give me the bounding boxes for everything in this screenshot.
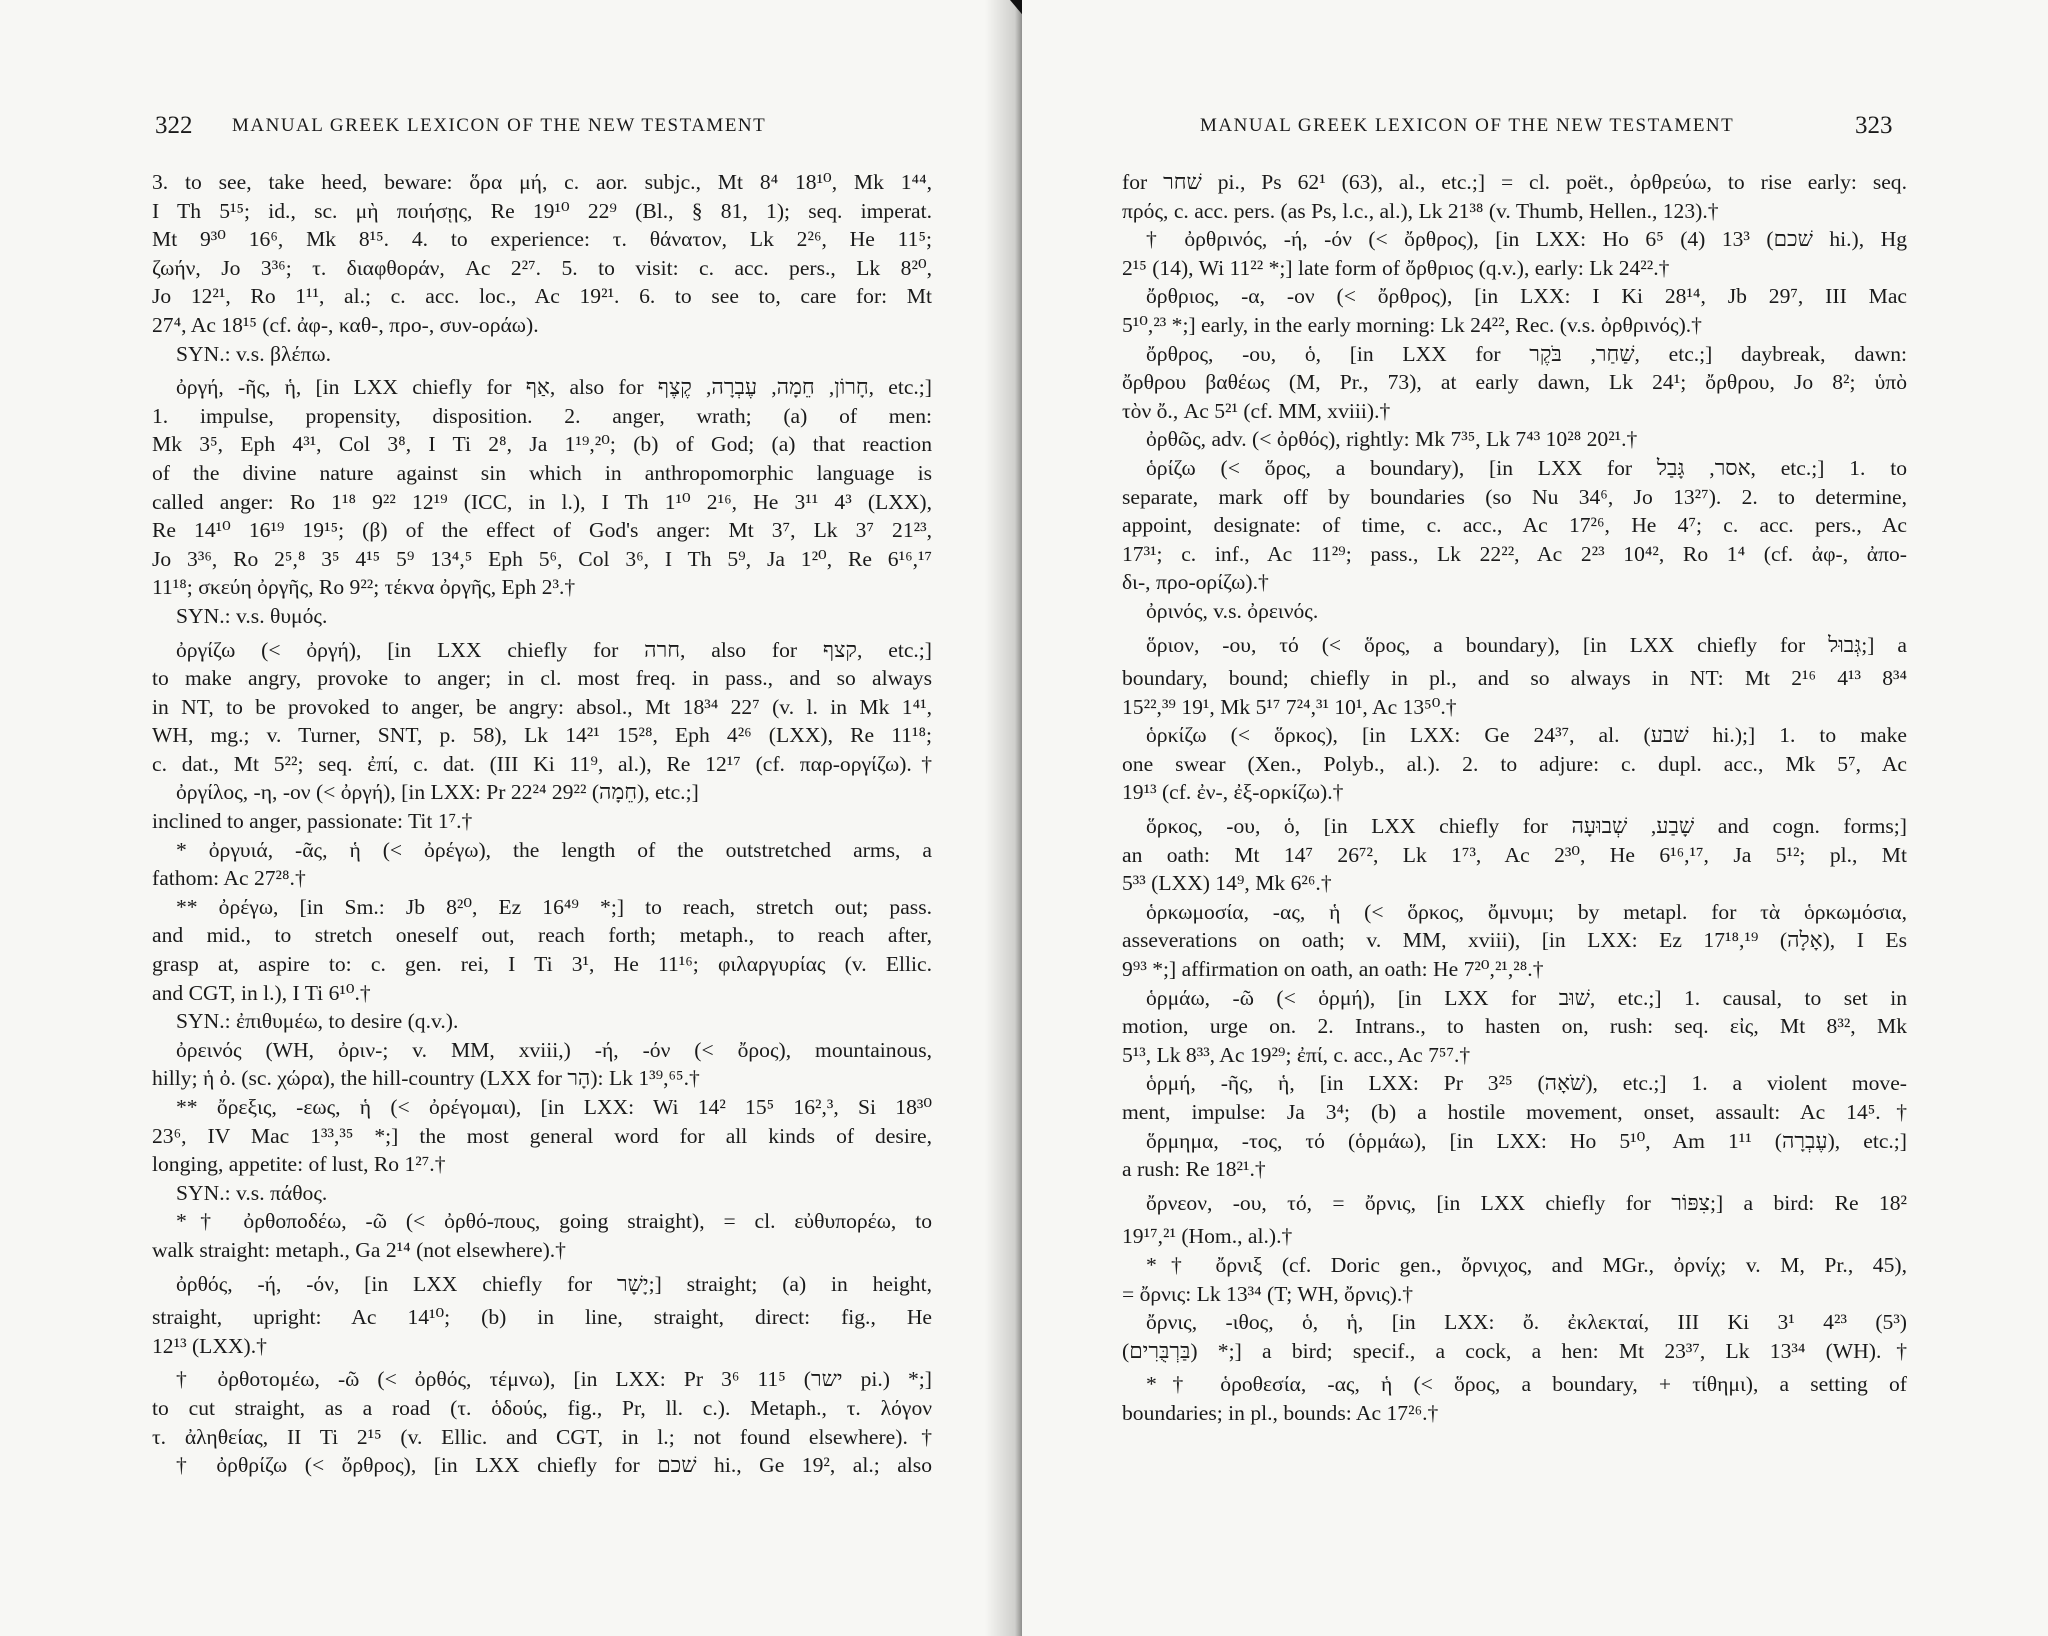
text-line: SYN.: v.s. πάθος. (176, 1180, 328, 1205)
text-line: ὄρνις, -ιθος, ὁ, ἡ, [in LXX: ὄ. ἐκλεκταί, III Ki 3¹ 4²³ (5³) (1146, 1310, 1907, 1335)
page-number: 323 (1855, 112, 1893, 139)
text-line: Mk 3⁵, Eph 4³¹, Col 3⁸, I Ti 2⁸, Ja 1¹⁹,²⁰; (b) of God; (a) that reaction (152, 432, 932, 457)
text-line: 9⁹³ *;] affirmation on oath, an oath: He 7²⁰,²¹,²⁸.† (1122, 957, 1544, 982)
right-page (1022, 0, 2048, 1636)
text-line: ὁρκωμοσία, -ας, ἡ (< ὅρκος, ὄμνυμι; by metapl. for τὰ ὁρκωμόσια, (1146, 899, 1907, 924)
text-line: = ὄρνις: Lk 13³⁴ (T; WH, ὄρνις).† (1122, 1281, 1414, 1306)
text-line: ὁρμάω, -ῶ (< ὁρμή), [in LXX for שׁוּב, etc.;] 1. causal, to set in (1146, 985, 1907, 1010)
text-line: 12¹³ (LXX).† (152, 1333, 267, 1358)
right-page-body (1122, 168, 1907, 1428)
text-line: fathom: Ac 27²⁸.† (152, 866, 306, 891)
right-page-header (1022, 112, 2048, 142)
text-line: τὸν ὄ., Ac 5²¹ (cf. MM, xviii).† (1122, 398, 1391, 423)
text-line: separate, mark off by boundaries (so Nu 34⁶, Jo 13²⁷). 2. to determine, (1122, 484, 1907, 509)
text-line: c. dat., Mt 5²²; seq. ἐπί, c. dat. (III Ki 11⁹, al.), Re 12¹⁷ (cf. παρ-οργίζω).† (152, 751, 932, 776)
text-line: 1. impulse, propensity, disposition. 2. anger, wrath; (a) of men: (152, 403, 932, 428)
text-line: 5³³ (LXX) 14⁹, Mk 6²⁶.† (1122, 871, 1332, 896)
text-line: ὄρθριος, -α, -ον (< ὄρθρος), [in LXX: I Ki 28¹⁴, Jb 29⁷, III Mac (1146, 284, 1907, 309)
left-page-body (152, 168, 932, 1480)
text-line: an oath: Mt 14⁷ 26⁷², Lk 1⁷³, Ac 2³⁰, He 6¹⁶,¹⁷, Ja 5¹²; pl., Mt (1122, 842, 1907, 867)
text-line: 19¹³ (cf. ἐν-, ἐξ-ορκίζω).† (1122, 780, 1344, 805)
text-line: 27⁴, Ac 18¹⁵ (cf. ἀφ-, καθ-, προ-, συν-οράω). (152, 312, 539, 337)
text-line: inclined to anger, passionate: Tit 1⁷.† (152, 809, 473, 834)
text-line: and CGT, in l.), I Ti 6¹⁰.† (152, 980, 371, 1005)
text-line: ὀρινός, v.s. ὀρεινός. (1146, 598, 1319, 623)
text-line: ** ὀρέγω, [in Sm.: Jb 8²⁰, Ez 16⁴⁹ *;] to reach, stretch out; pass. (176, 894, 932, 919)
text-line: † ὀρθοτομέω, -ῶ (< ὀρθός, τέμνω), [in LXX: Pr 3⁶ 11⁵ (ישר pi.) *;] (176, 1367, 932, 1392)
text-line: appoint, designate: of time, c. acc., Ac 17²⁶, He 4⁷; c. acc. pers., Ac (1122, 513, 1907, 538)
text-line: ὄρθρος, -ου, ὁ, [in LXX for שַׁחַר, בֹּקֶר, etc.;] daybreak, dawn: (1146, 341, 1907, 366)
text-line: † ὀρθρίζω (< ὄρθρος), [in LXX chiefly for שׁכם hi., Ge 19², al.; also (176, 1453, 932, 1478)
text-line: motion, urge on. 2. Intrans., to hasten on, rush: seq. εἰς, Mt 8³², Mk (1122, 1014, 1907, 1039)
text-line: ment, impulse: Ja 3⁴; (b) a hostile movement, onset, assault: Ac 14⁵.† (1122, 1100, 1907, 1124)
text-line: 3. to see, take heed, beware: ὅρα μή, c. aor. subjc., Mt 8⁴ 18¹⁰, Mk 1⁴⁴, (152, 170, 932, 194)
text-line: πρός, c. acc. pers. (as Ps, l.c., al.), Lk 21³⁸ (v. Thumb, Hellen., 123).† (1122, 198, 1719, 223)
text-line: called anger: Ro 1¹⁸ 9²² 12¹⁹ (ICC, in l.), I Th 1¹⁰ 2¹⁶, He 3¹¹ 4³ (LXX), (152, 489, 932, 514)
text-line: (בַּרְבֻּרִים) *;] a bird; specif., a cock, a hen: Mt 23³⁷, Lk 13³⁴ (WH).† (1122, 1338, 1907, 1363)
text-line: ὄρθρου βαθέως (M, Pr., 73), at early dawn, Lk 24¹; ὄρθρου, Jo 8²; ὑπὸ (1122, 370, 1907, 395)
running-title: MANUAL GREEK LEXICON OF THE NEW TESTAMENT (1200, 115, 1735, 136)
text-line: 5¹⁰,²³ *;] early, in the early morning: Lk 24²², Rec. (v.s. ὀρθρινός).† (1122, 312, 1702, 337)
text-line: 17³¹; c. inf., Ac 11²⁹; pass., Lk 22²², Ac 2²³ 10⁴², Ro 1⁴ (cf. ἀφ-, ἀπο- (1122, 541, 1907, 566)
text-line: asseverations on oath; v. MM, xviii), [in LXX: Ez 17¹⁸,¹⁹ (אָלָה), I Es (1122, 928, 1907, 953)
text-line: 2¹⁵ (14), Wi 11²² *;] late form of ὄρθριος (q.v.), early: Lk 24²².† (1122, 255, 1670, 280)
text-line: straight, upright: Ac 14¹⁰; (b) in line, straight, direct: fig., He (152, 1305, 932, 1330)
text-line: ὅρκος, -ου, ὁ, [in LXX chiefly for שָׁבַע, שְׁבוּעָה and cogn. forms;] (1146, 814, 1907, 839)
text-line: 19¹⁷,²¹ (Hom., al.).† (1122, 1224, 1293, 1249)
text-line: ὀρθῶς, adv. (< ὀρθός), rightly: Mk 7³⁵, Lk 7⁴³ 10²⁸ 20²¹.† (1146, 427, 1638, 452)
page-number: 322 (155, 112, 193, 139)
text-line: 11¹⁸; σκεύη ὀργῆς, Ro 9²²; τέκνα ὀργῆς, Eph 2³.† (152, 575, 576, 600)
text-line: ὀρθός, -ή, -όν, [in LXX chiefly for יָשָׁר;] straight; (a) in height, (176, 1271, 932, 1296)
text-line: and mid., to stretch oneself out, reach forth; metaph., to reach after, (152, 923, 932, 948)
text-line: ὀργίλος, -η, -ον (< ὀργή), [in LXX: Pr 22²⁴ 29²² (חֵמָה), etc.;] (176, 780, 699, 805)
text-line: ὁρμή, -ῆς, ἡ, [in LXX: Pr 3²⁵ (שֹׁאָה), etc.;] 1. a violent move- (1146, 1071, 1907, 1096)
text-line: * ὀργυιά, -ᾶς, ἡ (< ὀρέγω), the length of the outstretched arms, a (176, 837, 932, 862)
text-line: ὀργή, -ῆς, ἡ, [in LXX chiefly for אַף, also for חָרוֹן, חֵמָה, עֶבְרָה, קֶצֶף, etc.;] (176, 375, 932, 400)
text-line: ὅρμημα, -τος, τό (ὁρμάω), [in LXX: Ho 5¹⁰, Am 1¹¹ (עֶבְרָה), etc.;] (1146, 1128, 1907, 1153)
text-line: 15²²,³⁹ 19¹, Mk 5¹⁷ 7²⁴,³¹ 10¹, Ac 13⁵⁰.† (1122, 694, 1457, 719)
text-line: 23⁶, IV Mac 1³³,³⁵ *;] the most general word for all kinds of desire, (152, 1123, 932, 1148)
text-line: δι-, προ-ορίζω).† (1122, 570, 1269, 595)
text-line: for שׁחר pi., Ps 62¹ (63), al., etc.;] = cl. poët., ὀρθρεύω, to rise early: seq. (1122, 170, 1907, 194)
text-line: *† ὀρθοποδέω, -ῶ (< ὀρθό-πους, going straight), = cl. εὐθυπορέω, to (176, 1209, 932, 1234)
text-line: ὁρκίζω (< ὅρκος), [in LXX: Ge 24³⁷, al. (שׁבע hi.);] 1. to make (1146, 723, 1907, 748)
text-line: boundaries; in pl., bounds: Ac 17²⁶.† (1122, 1400, 1439, 1425)
text-line: in NT, to be provoked to anger, be angry: absol., Mt 18³⁴ 22⁷ (v. l. in Mk 1⁴¹, (152, 694, 932, 719)
text-line: one swear (Xen., Polyb., al.). 2. to adjure: c. dupl. acc., Mk 5⁷, Ac (1122, 751, 1907, 776)
text-line: *† ὄρνιξ (cf. Doric gen., ὄρνιχος, and MGr., ὀρνίχ; v. M, Pr., 45), (1146, 1252, 1907, 1277)
text-line: Jo 12²¹, Ro 1¹¹, al.; c. acc. loc., Ac 19²¹. 6. to see to, care for: Mt (152, 284, 932, 309)
text-line: longing, appetite: of lust, Ro 1²⁷.† (152, 1152, 446, 1177)
running-title: MANUAL GREEK LEXICON OF THE NEW TESTAMENT (232, 115, 767, 136)
text-line: to make angry, provoke to anger; in cl. most freq. in pass., and so always (152, 666, 932, 691)
text-line: to cut straight, as a road (τ. ὁδούς, fig., Pr, ll. c.). Metaph., τ. λόγον (152, 1395, 932, 1420)
text-line: of the divine nature against sin which in anthropomorphic language is (152, 460, 932, 485)
left-page-header (0, 112, 1020, 142)
text-line: † ὀρθρινός, -ή, -όν (< ὄρθρος), [in LXX: Ho 6⁵ (4) 13³ (שׁכם hi.), Hg (1146, 227, 1907, 252)
text-line: ὅριον, -ου, τό (< ὅρος, a boundary), [in LXX chiefly for גְּבוּל;] a (1146, 632, 1907, 657)
text-line: Re 14¹⁰ 16¹⁹ 19¹⁵; (β) of the effect of God's anger: Mt 3⁷, Lk 3⁷ 21²³, (152, 518, 932, 543)
text-line: ** ὄρεξις, -εως, ἡ (< ὀρέγομαι), [in LXX: Wi 14² 15⁵ 16²,³, Si 18³⁰ (176, 1095, 932, 1119)
text-line: boundary, bound; chiefly in pl., and so always in NT: Mt 2¹⁶ 4¹³ 8³⁴ (1122, 666, 1907, 691)
text-line: ὄρνεον, -ου, τό, = ὄρνις, [in LXX chiefly for צִפּוֹר;] a bird: Re 18² (1146, 1190, 1907, 1215)
text-line: τ. ἀληθείας, II Ti 2¹⁵ (v. Ellic. and CGT, in l.; not found elsewhere).† (152, 1424, 932, 1449)
text-line: ζωήν, Jo 3³⁶; τ. διαφθοράν, Ac 2²⁷. 5. to visit: c. acc. pers., Lk 8²⁰, (152, 255, 932, 280)
text-line: SYN.: v.s. θυμός. (176, 603, 328, 628)
text-line: SYN.: v.s. βλέπω. (176, 341, 332, 366)
text-line: ὁρίζω (< ὅρος, a boundary), [in LXX for אסר, גָּבַל, etc.;] 1. to (1146, 455, 1907, 480)
text-line: a rush: Re 18²¹.† (1122, 1157, 1266, 1182)
text-line: grasp at, aspire to: c. gen. rei, I Ti 3¹, He 11¹⁶; φιλαργυρίας (v. Ellic. (152, 952, 932, 977)
text-line: hilly; ἡ ὀ. (sc. χώρα), the hill-country (LXX for הָר): Lk 1³⁹,⁶⁵.† (152, 1066, 700, 1091)
text-line: 5¹³, Lk 8³³, Ac 19²⁹; ἐπί, c. acc., Ac 7⁵⁷.† (1122, 1042, 1471, 1067)
left-page (0, 0, 1020, 1636)
text-line: WH, mg.; v. Turner, SNT, p. 58), Lk 14²¹ 15²⁸, Eph 4²⁶ (LXX), Re 11¹⁸; (152, 723, 932, 748)
text-line: ὀργίζω (< ὀργή), [in LXX chiefly for חרה, also for קצף, etc.;] (176, 637, 932, 662)
text-line: I Th 5¹⁵; id., sc. μὴ ποιήσῃς, Re 19¹⁰ 22⁹ (Bl., § 81, 1); seq. imperat. (152, 198, 932, 223)
text-line: *† ὁροθεσία, -ας, ἡ (< ὅρος, a boundary, + τίθημι), a setting of (1146, 1372, 1907, 1397)
text-line: walk straight: metaph., Ga 2¹⁴ (not elsewhere).† (152, 1237, 566, 1262)
text-line: SYN.: ἐπιθυμέω, to desire (q.v.). (176, 1009, 459, 1034)
text-line: Mt 9³⁰ 16⁶, Mk 8¹⁵. 4. to experience: τ. θάνατον, Lk 2²⁶, He 11⁵; (152, 227, 932, 252)
text-line: Jo 3³⁶, Ro 2⁵,⁸ 3⁵ 4¹⁵ 5⁹ 13⁴,⁵ Eph 5⁶, Col 3⁶, I Th 5⁹, Ja 1²⁰, Re 6¹⁶,¹⁷ (152, 546, 932, 571)
text-line: ὀρεινός (WH, ὀριν-; v. MM, xviii,) -ή, -όν (< ὄρος), mountainous, (176, 1037, 932, 1062)
